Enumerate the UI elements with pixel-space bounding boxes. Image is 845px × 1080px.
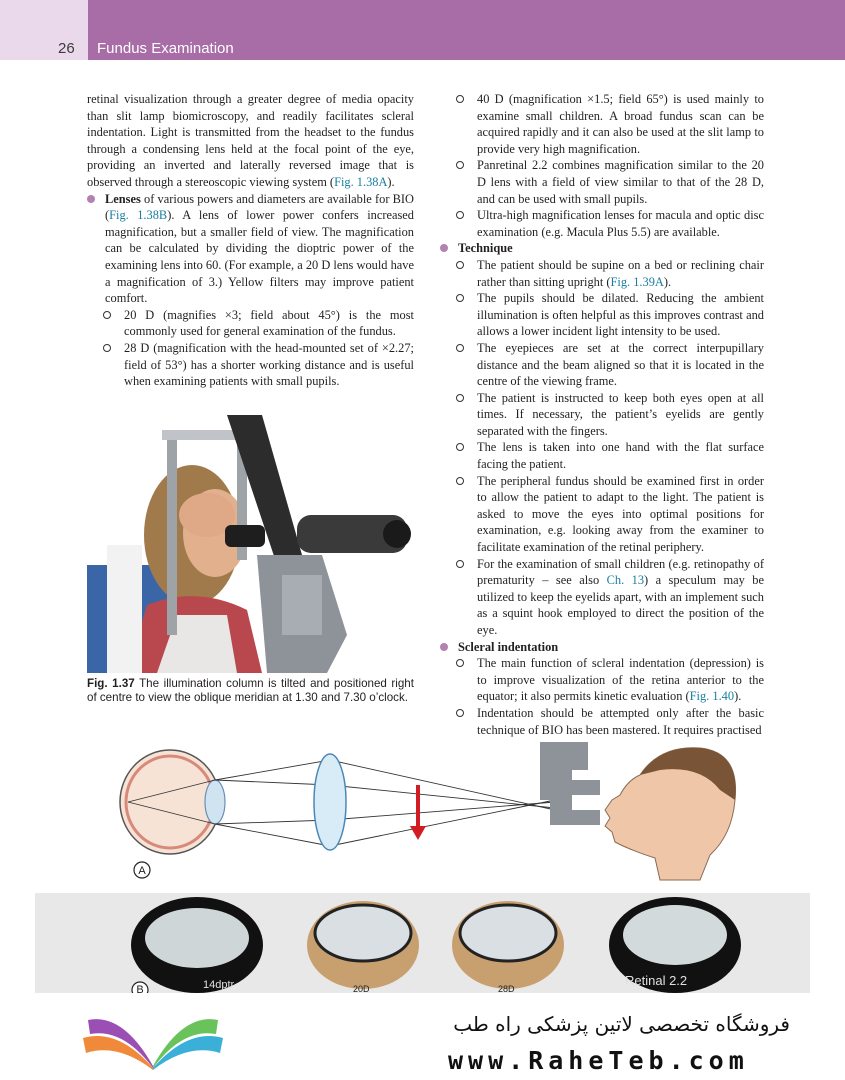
technique-step-3: The eyepieces are set at the correct interpupillary distance and the beam aligned so that it is located in the centre of the viewing frame. (440, 340, 764, 390)
sub-bullet-ring (103, 344, 111, 352)
technique-step-7: For the examination of small children (e.g. retinopathy of prematurity – see also Ch. 13) a speculum may be utilized to keep the eyelids apart, with an implement such as a squint hook employed to direct the position of the eye. (440, 556, 764, 639)
sub-bullet-ring (456, 659, 464, 667)
sub-bullet-28d: 28 D (magnification with the head-mounted set of ×2.27; field of 53°) has a shorter working distance and is useful when examining patients with small pupils. (87, 340, 414, 390)
figure-138a-diagram (100, 740, 830, 885)
bullet-technique: Technique (440, 240, 764, 257)
sub-bullet-ring (456, 261, 464, 269)
chapter-ref-13[interactable]: Ch. 13 (606, 573, 645, 588)
figure-137-caption: Fig. 1.37 The illumination column is tilted and positioned right of centre to view the oblique meridian at 1.30 and 7.30 o’clock. (87, 677, 414, 705)
sub-bullet-panretinal: Panretinal 2.2 combines magnification similar to the 20 D lens with a field of view similar to that of the 28 D, and can be used with small pupils. (440, 157, 764, 207)
bullet-dot (440, 643, 448, 651)
lens-label-panretinal: Retinal 2.2 (625, 973, 688, 988)
sub-bullet-ring (456, 443, 464, 451)
technique-step-4: The patient is instructed to keep both eyes open at all times. If necessary, the patient’s eyelids are gently separated with the fingers. (440, 390, 764, 440)
technique-step-6: The peripheral fundus should be examined first in order to allow the patient to adapt to the light. The patient is asked to move the eyes into optimal positions for examination, e.g. looking away from the examiner to facilitate examination of the retinal periphery. (440, 473, 764, 556)
sub-bullet-ring (456, 560, 464, 568)
lens-label-28d: 28D (498, 984, 515, 993)
sub-bullet-ring (456, 294, 464, 302)
panel-b-label: B (136, 984, 144, 993)
sub-bullet-40d: 40 D (magnification ×1.5; field 65°) is used mainly to examine small children. A broad fundus scan can be acquired rapidly and it can also be used at the slit lamp to provide very high magnification. (440, 91, 764, 157)
bullet-scleral-indentation: Scleral indentation (440, 639, 764, 656)
sub-bullet-ring (456, 95, 464, 103)
bullet-dot (440, 244, 448, 252)
intro-paragraph: retinal visualization through a greater degree of media opacity than slit lamp biomicroscopy, and readily facilitates scleral indentation. Light is transmitted from the headset to the fundus through a condensing lens held at the focal point of the eye, providing an inverted and laterally reversed image that is observed through a stereoscopic viewing system (Fig. 1.38A). (87, 92, 414, 189)
scleral-step-1: The main function of scleral indentation (depression) is to improve visualization of the retina anterior to the equator; it also permits kinetic evaluation (Fig. 1.40). (440, 655, 764, 705)
bullet-dot (87, 195, 95, 203)
sub-bullet-ring (456, 477, 464, 485)
watermark-url[interactable]: www.RaheTeb.com (448, 1046, 749, 1075)
lens-14d (131, 897, 263, 993)
sub-bullet-ring (103, 311, 111, 319)
panel-a-label: A (138, 865, 146, 877)
lens-label-20d: 20D (353, 984, 370, 993)
sub-bullet-ring (456, 344, 464, 352)
sub-bullet-20d: 20 D (magnifies ×3; field about 45°) is the most commonly used for general examination of the fundus. (87, 307, 414, 340)
page-number-tab (0, 0, 88, 60)
right-column (440, 91, 764, 738)
book-logo-icon (78, 1008, 228, 1078)
fig-ref-138b[interactable]: Fig. 1.38B (109, 208, 168, 223)
fig-ref-138a[interactable]: Fig. 1.38A (334, 174, 388, 189)
fig-ref-140[interactable]: Fig. 1.40 (689, 689, 735, 704)
fig-ref-139a[interactable]: Fig. 1.39A (610, 274, 664, 289)
technique-step-2: The pupils should be dilated. Reducing the ambient illumination is often helpful as this improves contrast and allows a lower incident light intensity to be used. (440, 290, 764, 340)
watermark-persian-text: فروشگاه تخصصی لاتین پزشکی راه طب (453, 1012, 790, 1036)
bullet-lenses: Lenses of various powers and diameters are available for BIO (Fig. 1.38B). A lens of lower power confers increased magnification, but a smaller field of view. The magnification can be calculated by dividing the dioptric power of the examining lens into 60. (For example, a 20 D lens would have a magnification of 3.) Yellow filters may improve patient comfort. (87, 191, 414, 307)
sub-bullet-ring (456, 394, 464, 402)
sub-bullet-ring (456, 161, 464, 169)
sub-bullet-ultra-high: Ultra-high magnification lenses for macula and optic disc examination (e.g. Macula Plus 5.5) are available. (440, 207, 764, 240)
lens-label-14d: 14dptr (203, 979, 235, 991)
technique-step-1: The patient should be supine on a bed or reclining chair rather than sitting upright (Fig. 1.39A). (440, 257, 764, 290)
running-head: Fundus Examination (97, 40, 234, 57)
page-number: 26 (58, 40, 75, 57)
sub-bullet-ring (456, 211, 464, 219)
left-column (87, 91, 414, 390)
technique-step-5: The lens is taken into one hand with the flat surface facing the patient. (440, 439, 764, 472)
lens-panretinal (609, 897, 741, 993)
scleral-step-2: Indentation should be attempted only after the basic technique of BIO has been mastered. It requires practised (440, 705, 764, 738)
figure-137-photo (87, 415, 414, 673)
sub-bullet-ring (456, 709, 464, 717)
figure-138b-lenses (35, 893, 810, 993)
